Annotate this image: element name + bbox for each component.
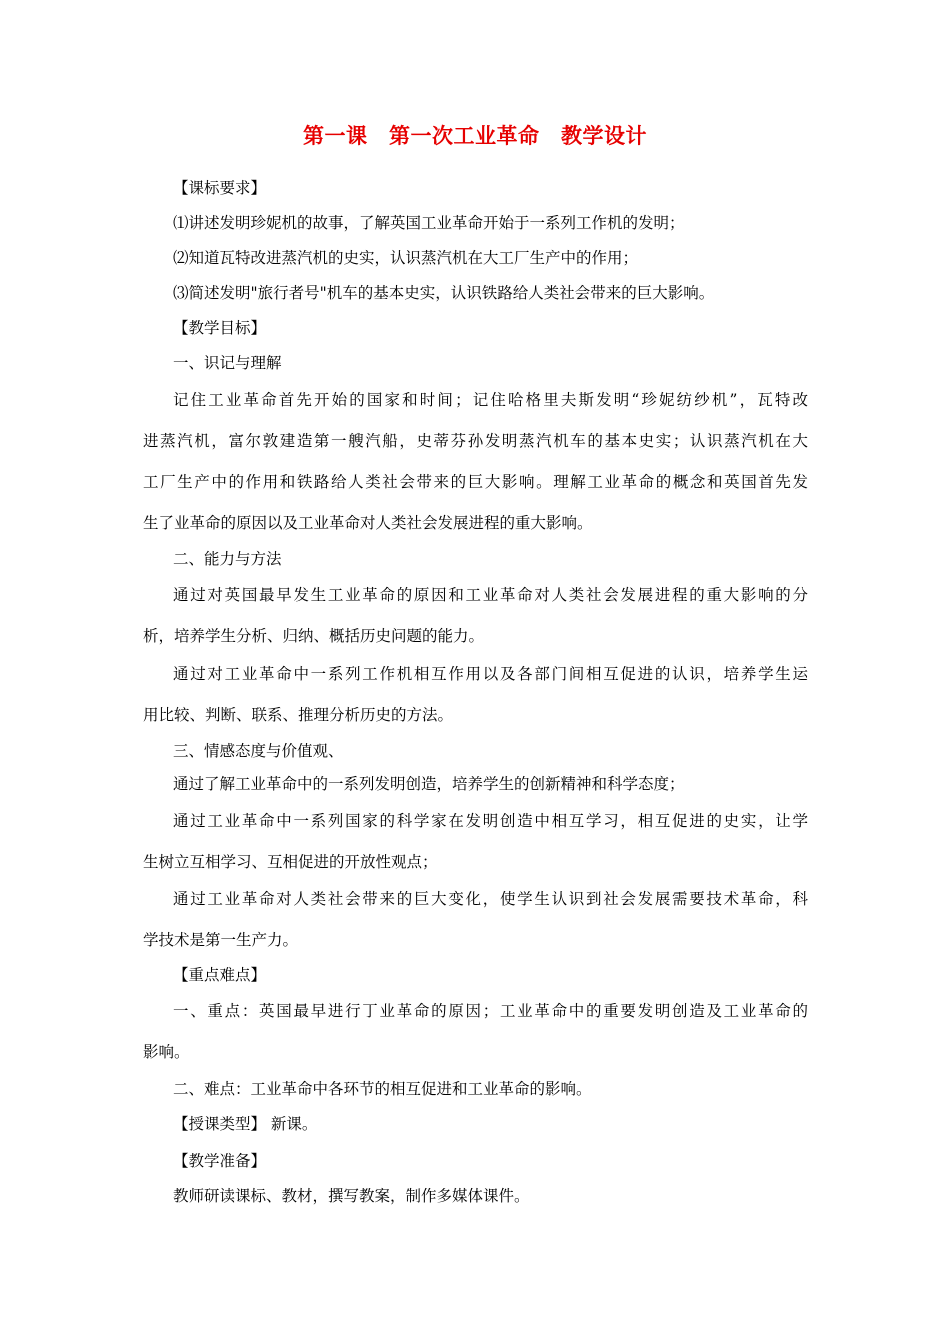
paragraph-line: 一、重点：英国最早进行丁业革命的原因；工业革命中的重要发明创造及工业革命的 — [173, 1002, 808, 1020]
paragraph-line: 生了业革命的原因以及工业革命对人类社会发展进程的重大影响。 — [143, 514, 593, 532]
paragraph-line: 通过了解工业革命中的一系列发明创造，培养学生的创新精神和科学态度； — [173, 775, 685, 793]
section-heading-objectives: 【教学目标】 — [173, 319, 267, 337]
paragraph-line: 用比较、判断、联系、推理分析历史的方法。 — [143, 706, 454, 724]
subheading-knowledge: 一、识记与理解 — [173, 354, 282, 372]
paragraph-line: 教师研读课标、教材，撰写教案，制作多媒体课件。 — [173, 1187, 530, 1205]
paragraph-line: 二、难点：工业革命中各环节的相互促进和工业革命的影响。 — [173, 1080, 592, 1098]
document-title: 第一课 第一次工业革命 教学设计 — [303, 123, 647, 148]
section-heading-preparation: 【教学准备】 — [173, 1152, 267, 1170]
paragraph-line: 通过工业革命对人类社会带来的巨大变化，使学生认识到社会发展需要技术革命，科 — [173, 890, 808, 908]
curriculum-item-3: ⑶简述发明"旅行者号"机车的基本史实，认识铁路给人类社会带来的巨大影响。 — [173, 284, 715, 302]
paragraph-line: 生树立互相学习、互相促进的开放性观点； — [143, 853, 438, 871]
section-heading-lesson-type: 【授课类型】 新课。 — [173, 1115, 318, 1133]
paragraph-line: 记住工业革命首先开始的国家和时间；记住哈格里夫斯发明“珍妮纺纱机”，瓦特改 — [173, 391, 808, 409]
paragraph-line: 学技术是第一生产力。 — [143, 931, 299, 949]
curriculum-item-1: ⑴讲述发明珍妮机的故事，了解英国工业革命开始于一系列工作机的发明； — [173, 214, 685, 232]
curriculum-item-2: ⑵知道瓦特改进蒸汽机的史实，认识蒸汽机在大工厂生产中的作用； — [173, 249, 639, 267]
paragraph-line: 影响。 — [143, 1043, 190, 1061]
section-heading-key-points: 【重点难点】 — [173, 966, 267, 984]
paragraph-line: 通过对工业革命中一系列工作机相互作用以及各部门间相互促进的认识，培养学生运 — [173, 665, 808, 683]
subheading-attitude: 三、情感态度与价值观、 — [173, 742, 344, 760]
paragraph-line: 通过对英国最早发生工业革命的原因和工业革命对人类社会发展进程的重大影响的分 — [173, 586, 808, 604]
paragraph-line: 通过工业革命中一系列国家的科学家在发明创造中相互学习，相互促进的史实，让学 — [173, 812, 808, 830]
paragraph-line: 进蒸汽机，富尔敦建造第一艘汽船，史蒂芬孙发明蒸汽机车的基本史实；认识蒸汽机在大 — [143, 432, 808, 450]
subheading-ability: 二、能力与方法 — [173, 550, 282, 568]
paragraph-line: 析，培养学生分析、归纳、概括历史问题的能力。 — [143, 627, 485, 645]
paragraph-line: 工厂生产中的作用和铁路给人类社会带来的巨大影响。理解工业革命的概念和英国首先发 — [143, 473, 808, 491]
section-heading-curriculum: 【课标要求】 — [173, 179, 267, 197]
